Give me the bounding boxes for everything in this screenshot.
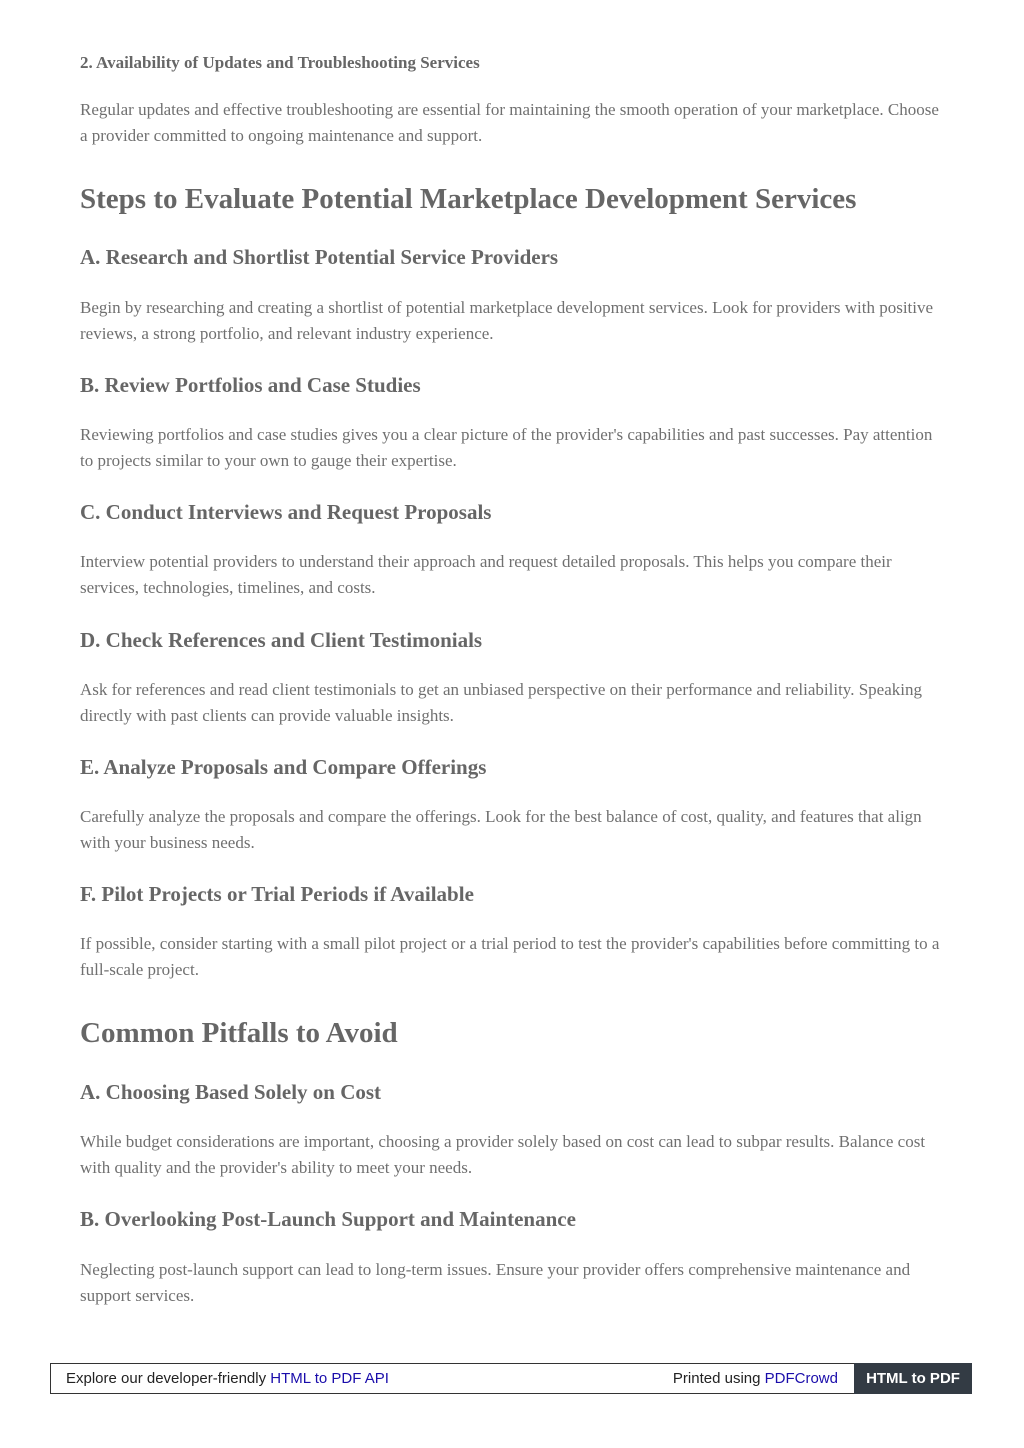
step-heading-e: E. Analyze Proposals and Compare Offerings: [80, 755, 487, 779]
footer-promo-text: Explore our developer-friendly: [66, 1370, 271, 1387]
step-heading-c: C. Conduct Interviews and Request Proposals: [80, 500, 492, 524]
section-body-updates: Regular updates and effective troubleshooting are essential for maintaining the smooth operation of your marketplace. Choose a provider committed to ongoing maintenance and support.: [80, 100, 939, 145]
pitfalls-section-title: Common Pitfalls to Avoid: [80, 1017, 398, 1049]
step-heading-b: B. Review Portfolios and Case Studies: [80, 373, 421, 397]
html-to-pdf-api-link[interactable]: HTML to PDF API: [270, 1370, 389, 1387]
step-body-c: Interview potential providers to understand their approach and request detailed proposals. This helps you compare their services, technologies, timelines, and costs.: [80, 552, 892, 597]
footer-promo: [66, 1370, 389, 1387]
step-body-e: Carefully analyze the proposals and compare the offerings. Look for the best balance of cost, quality, and features that align with your business needs.: [80, 807, 922, 852]
pitfall-body-a: While budget considerations are important, choosing a provider solely based on cost can lead to subpar results. Balance cost with quality and the provider's ability to meet your needs.: [80, 1132, 926, 1177]
step-heading-a: A. Research and Shortlist Potential Service Providers: [80, 245, 559, 269]
step-body-b: Reviewing portfolios and case studies gives you a clear picture of the provider's capabilities and past successes. Pay attention to projects similar to your own to gauge their expertise.: [80, 425, 933, 470]
pitfall-body-b: Neglecting post-launch support can lead to long-term issues. Ensure your provider offers comprehensive maintenance and support services.: [80, 1260, 911, 1305]
step-heading-f: F. Pilot Projects or Trial Periods if Available: [80, 882, 474, 906]
pdfcrowd-link[interactable]: PDFCrowd: [764, 1370, 838, 1387]
pdf-footer-banner: [50, 1363, 972, 1394]
steps-section-title: Steps to Evaluate Potential Marketplace Development Services: [80, 183, 857, 215]
pitfall-heading-a: A. Choosing Based Solely on Cost: [80, 1080, 382, 1104]
step-body-a: Begin by researching and creating a shortlist of potential marketplace development services. Look for providers with positive reviews, a strong portfolio, and relevant industry experience.: [80, 298, 934, 343]
step-heading-d: D. Check References and Client Testimonials: [80, 628, 483, 652]
step-body-f: If possible, consider starting with a small pilot project or a trial period to test the provider's capabilities before committing to a full-scale project.: [80, 934, 940, 979]
html-to-pdf-button[interactable]: HTML to PDF: [854, 1363, 972, 1394]
pitfall-heading-b: B. Overlooking Post-Launch Support and Maintenance: [80, 1207, 576, 1231]
footer-printed-using: [673, 1370, 838, 1387]
section-heading-updates: 2. Availability of Updates and Troubleshooting Services: [80, 53, 480, 72]
step-body-d: Ask for references and read client testimonials to get an unbiased perspective on their performance and reliability. Speaking directly with past clients can provide valuable insights.: [80, 680, 922, 725]
footer-printed-text: Printed using: [672, 1370, 765, 1387]
